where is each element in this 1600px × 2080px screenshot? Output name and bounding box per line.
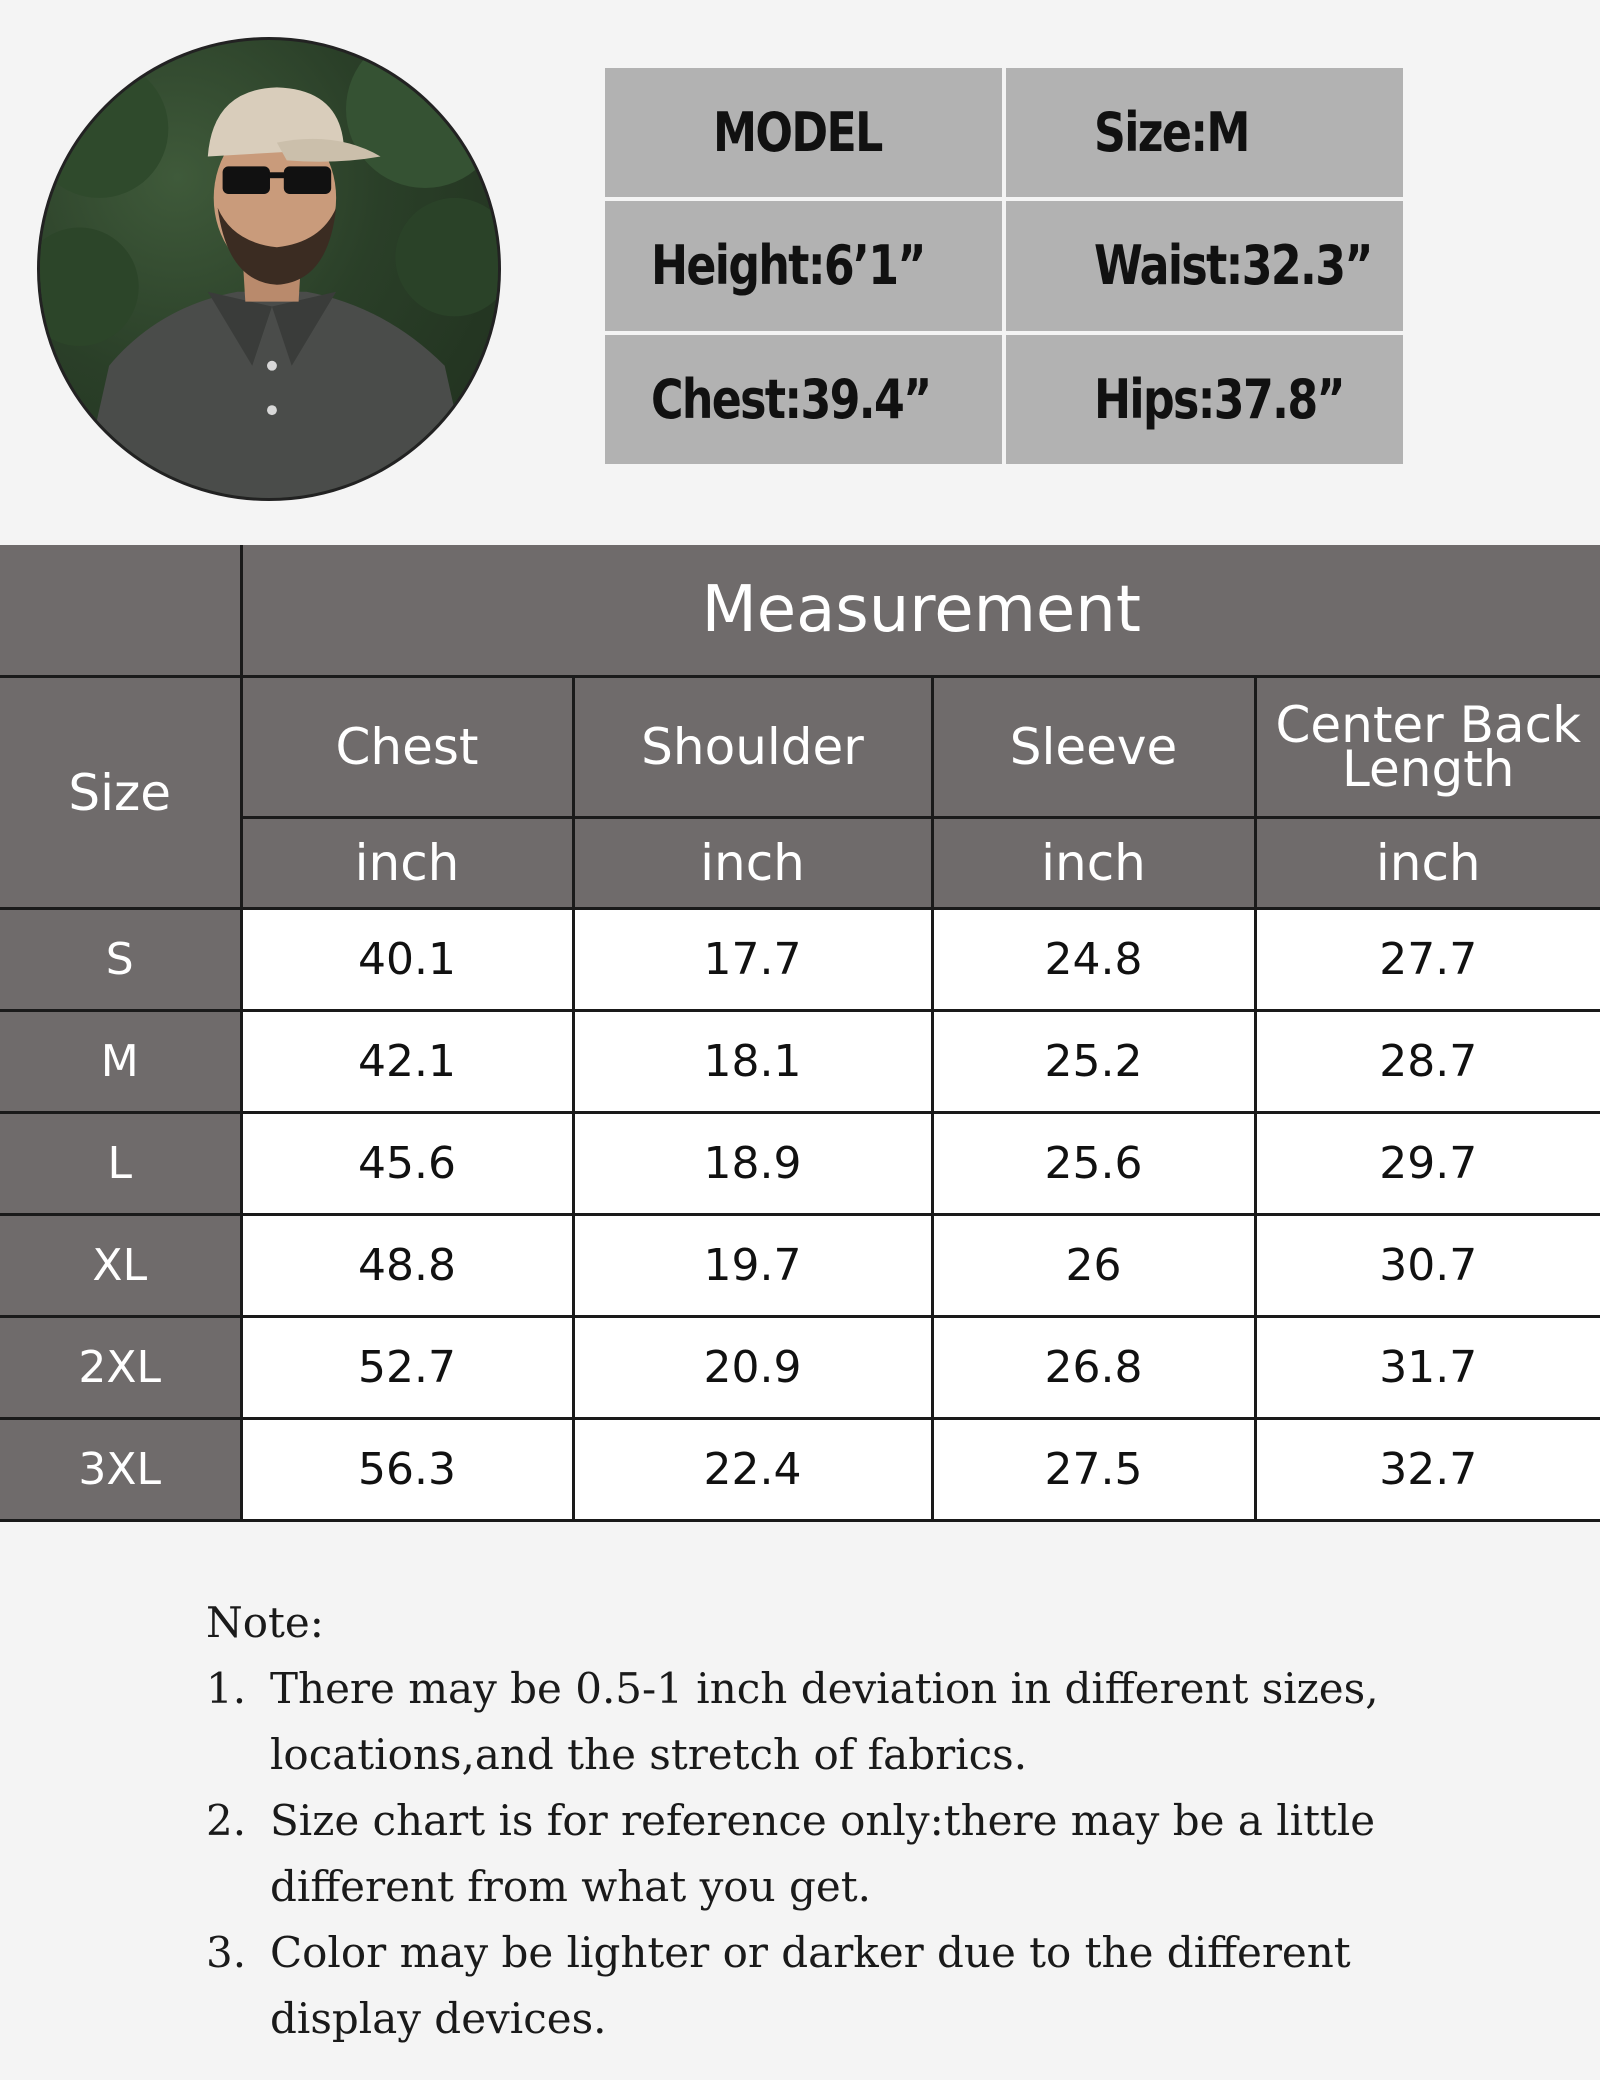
table-row [0,1317,1600,1419]
note-item [206,1920,1506,2052]
column-header-chest: Chest [241,677,573,818]
size-cell: S [0,909,241,1011]
column-header-center-back-length [1255,677,1600,818]
shoulder-cell: 20.9 [573,1317,932,1419]
model-illustration-icon [40,40,498,498]
unit-sleeve: inch [932,818,1255,909]
note-line: locations,and the stretch of fabrics. [270,1730,1028,1779]
center-back-length-cell: 31.7 [1255,1317,1600,1419]
table-row [0,1215,1600,1317]
shoulder-cell: 18.9 [573,1113,932,1215]
center-back-line2: Length [1342,740,1515,798]
center-back-length-cell: 28.7 [1255,1011,1600,1113]
model-photo [37,37,501,501]
note-line: display devices. [270,1994,607,2043]
shoulder-cell: 22.4 [573,1419,932,1521]
center-back-length-cell: 27.7 [1255,909,1600,1011]
chest-cell: 42.1 [241,1011,573,1113]
model-info-row [603,333,1405,466]
center-back-length-cell: 30.7 [1255,1215,1600,1317]
table-row [0,1011,1600,1113]
size-cell: 2XL [0,1317,241,1419]
corner-cell [0,545,241,677]
notes-section [206,1590,1506,2052]
note-line: Size chart is for reference only:there may be a little [270,1796,1376,1845]
note-number: 1. [206,1664,247,1713]
model-label-cell: MODEL [603,66,1004,199]
unit-shoulder: inch [573,818,932,909]
table-row [0,1419,1600,1521]
center-back-length-cell: 29.7 [1255,1113,1600,1215]
note-item [206,1788,1506,1920]
model-chest-cell: Chest:39.4” [603,333,1004,466]
model-info-table [601,64,1407,468]
chest-cell: 45.6 [241,1113,573,1215]
chest-cell: 56.3 [241,1419,573,1521]
notes-title: Note: [206,1598,324,1647]
size-cell: M [0,1011,241,1113]
table-row [0,909,1600,1011]
size-cell: XL [0,1215,241,1317]
column-header-sleeve: Sleeve [932,677,1255,818]
sleeve-cell: 25.2 [932,1011,1255,1113]
note-number: 3. [206,1928,247,1977]
note-line: Color may be lighter or darker due to the different [270,1928,1351,1977]
note-number: 2. [206,1796,247,1845]
size-cell: 3XL [0,1419,241,1521]
chest-cell: 40.1 [241,909,573,1011]
model-info-row [603,66,1405,199]
measurement-header-row [0,545,1600,677]
chest-cell: 48.8 [241,1215,573,1317]
model-hips-cell: Hips:37.8” [1004,333,1405,466]
note-line: There may be 0.5-1 inch deviation in different sizes, [270,1664,1379,1713]
shoulder-cell: 18.1 [573,1011,932,1113]
size-header: Size [0,677,241,909]
sleeve-cell: 26 [932,1215,1255,1317]
table-row [0,1113,1600,1215]
chest-cell: 52.7 [241,1317,573,1419]
model-height-cell: Height:6’1” [603,199,1004,332]
notes-list [206,1656,1506,2052]
note-text [270,1788,1506,1920]
center-back-line1: Center Back [1275,696,1582,754]
note-text [270,1920,1506,2052]
size-cell: L [0,1113,241,1215]
note-text [270,1656,1506,1788]
column-header-shoulder: Shoulder [573,677,932,818]
note-line: different from what you get. [270,1862,871,1911]
unit-chest: inch [241,818,573,909]
sleeve-cell: 26.8 [932,1317,1255,1419]
model-info-row [603,199,1405,332]
size-chart-table [0,545,1600,1522]
sleeve-cell: 25.6 [932,1113,1255,1215]
unit-center-back-length: inch [1255,818,1600,909]
measurement-header: Measurement [241,545,1600,677]
shoulder-cell: 17.7 [573,909,932,1011]
model-waist-cell: Waist:32.3” [1004,199,1405,332]
sleeve-cell: 24.8 [932,909,1255,1011]
model-size-cell: Size:M [1004,66,1405,199]
center-back-length-cell: 32.7 [1255,1419,1600,1521]
shoulder-cell: 19.7 [573,1215,932,1317]
column-header-row [0,677,1600,818]
sleeve-cell: 27.5 [932,1419,1255,1521]
note-item [206,1656,1506,1788]
